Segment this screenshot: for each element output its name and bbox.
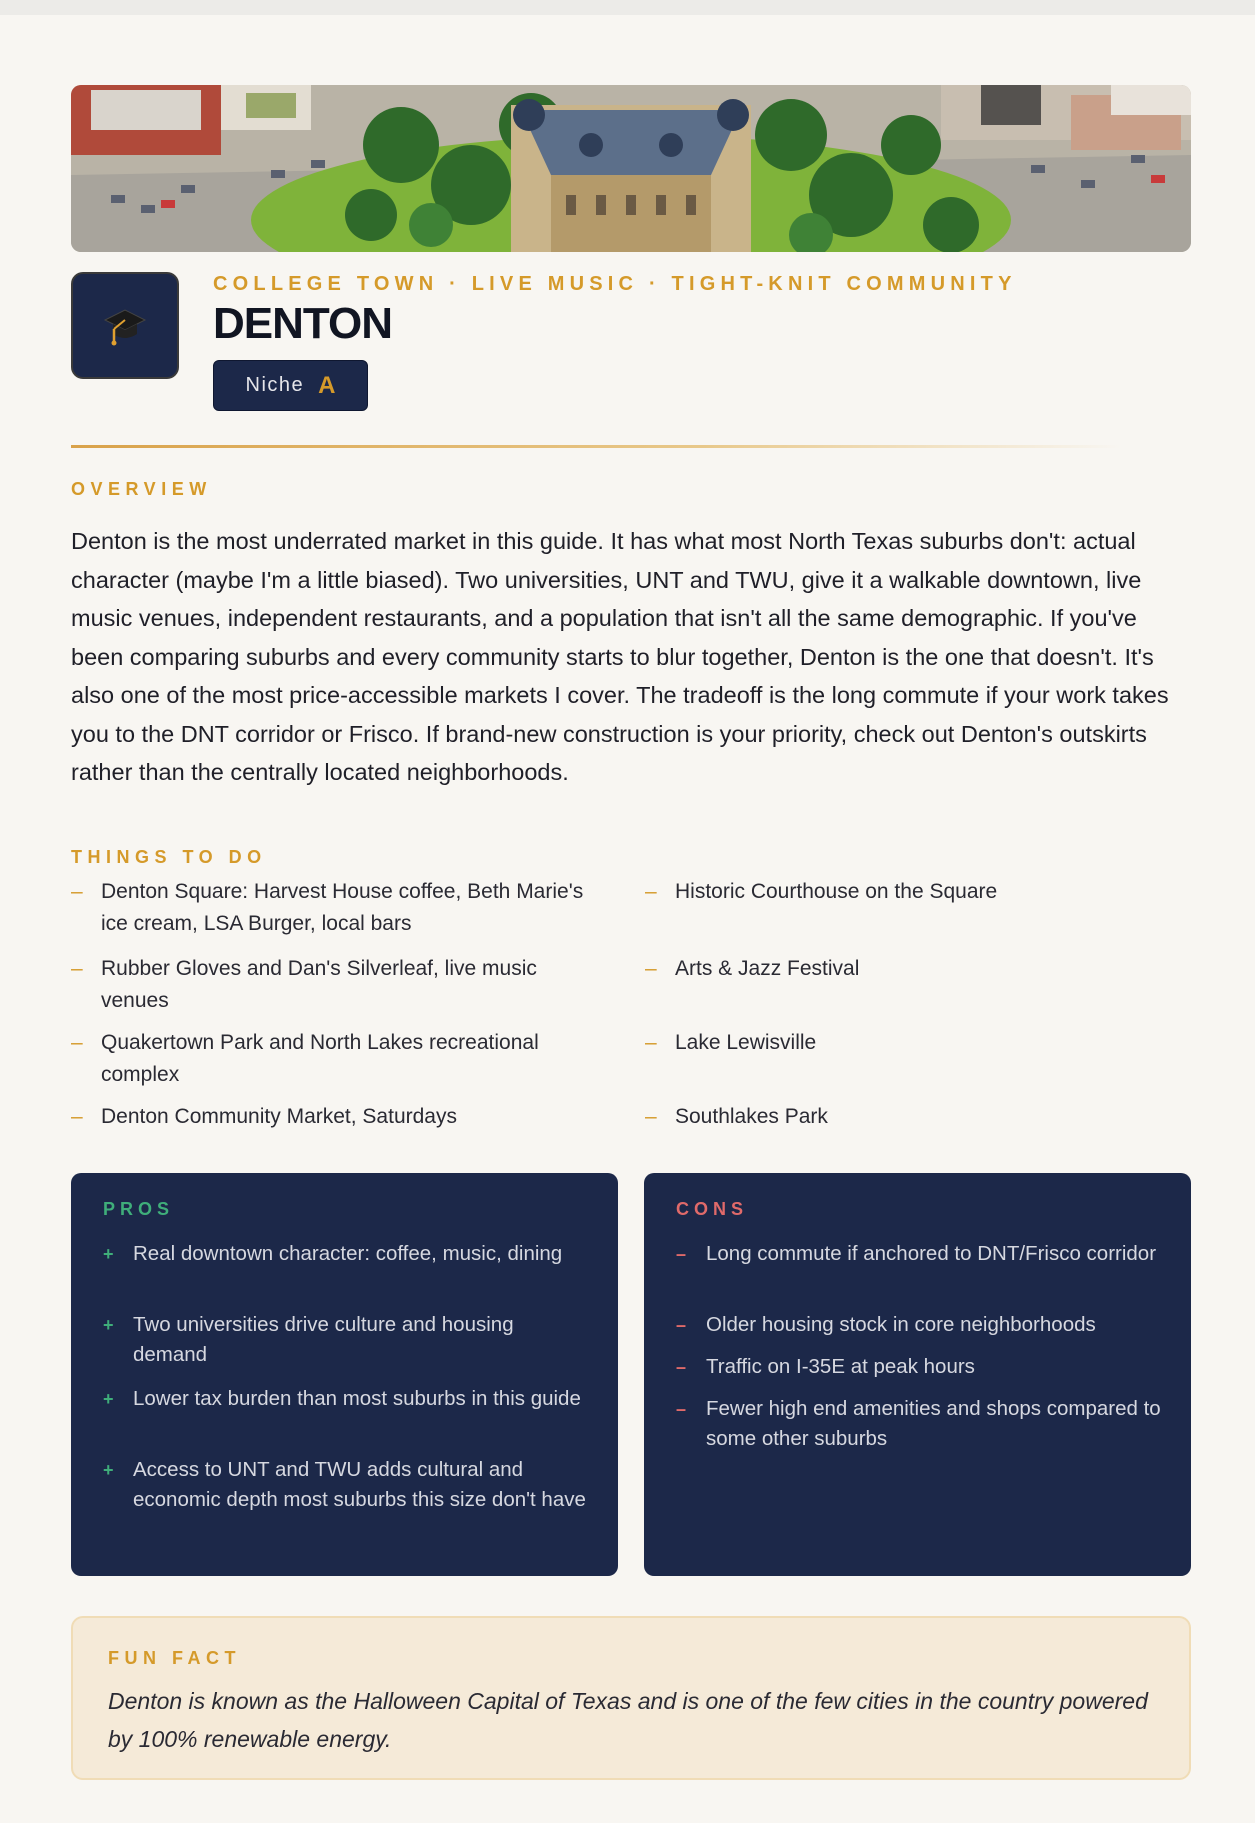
overview-label: OVERVIEW [71, 479, 212, 499]
dash-icon: – [645, 1105, 657, 1128]
dash-icon: – [645, 880, 657, 903]
fun-fact-text: Denton is known as the Halloween Capital of Texas and is one of the few cities in the country powered by 100% renewable energy. [108, 1688, 1148, 1752]
page-title: DENTON [213, 299, 392, 348]
fun-fact-box [71, 1616, 1191, 1780]
niche-label: Niche [245, 374, 305, 396]
divider [71, 445, 1121, 448]
niche-grade-badge [213, 360, 368, 411]
minus-icon: – [676, 1399, 687, 1419]
niche-grade: A [318, 371, 336, 399]
plus-icon: + [103, 1460, 114, 1480]
pros-label: PROS [103, 1199, 175, 1219]
overview-text: Denton is the most underrated market in this guide. It has what most North Texas suburbs don't: actual character (maybe I'm a little biased). Two universities, UNT and TWU, give it a walkable downtown, live music venues, independent restaurants, and a population that isn't all the same demographic. If you've been comparing suburbs and every community starts to blur together, Denton is the one that doesn't. It's also one of the most price-accessible markets I cover. The tradeoff is the long commute if your work takes you to the DNT corridor or Frisco. If brand-new construction is your priority, check out Denton's outskirts rather than the centrally located neighborhoods. [71, 528, 1169, 785]
dash-icon: – [645, 957, 657, 980]
tagline: COLLEGE TOWN · LIVE MUSIC · TIGHT-KNIT COMMUNITY [213, 273, 1017, 295]
minus-icon: – [676, 1357, 687, 1377]
graduation-cap-icon [101, 302, 149, 350]
dash-icon: – [71, 880, 83, 903]
page: COLLEGE TOWN · LIVE MUSIC · TIGHT-KNIT COMMUNITY DENTON Niche A OVERVIEW Denton is the most underrated market in this guide. It has what most North Texas suburbs don't: actual character (maybe I'm a little biased). Two universities, UNT and TWU, give it a walkable downtown, live music venues, independent restaurants, and a population that isn't all the same demographic. If you've been comparing suburbs and every community starts to blur together, Denton is the one that doesn't. It's also one of the most price-accessible markets I cover. The tradeoff is the long commute if your work takes you to the DNT corridor or Frisco. If brand-new construction is your priority, check out Denton's outskirts rather than the centrally located neighborhoods. THINGS TO DO – Denton Square: Harvest House coffee, Beth Marie's ice cream, LSA Burger, local bars – Rubber Gloves and Dan's Silverleaf, live music venues – Quakertown Park and North Lakes recreational complex – Denton Community Market, Saturdays – Historic Courthouse on the Square – Arts & Jazz Festival – Lake Lewisville – Southlakes Park PROS + Real downtown character: coffee, music, dining + Two universities drive culture and housing demand + Lower tax burden than most suburbs in this guide + Access to UNT and TWU adds cultural and economic depth most suburbs this size don't have CONS – Long commute if anchored to DNT/Frisco corridor – Older housing stock in core neighborhoods – Traffic on I-35E at peak hours – Fewer high end amenities and shops compared to some other suburbs FUN FACT Denton is known as the Halloween Capital of Texas and is one of the few cities in the country powered by 100% renewable energy. [0, 15, 1255, 1823]
things-to-do-label: THINGS TO DO [71, 847, 267, 867]
dash-icon: – [71, 1031, 83, 1054]
cons-box: CONS – Long commute if anchored to DNT/Frisco corridor – Older housing stock in core neighborhoods – Traffic on I-35E at peak hours – Fewer high end amenities and shops compared to some other suburbs [644, 1173, 1191, 1576]
courthouse-aerial-photo [71, 85, 1191, 252]
minus-icon: – [676, 1244, 687, 1264]
plus-icon: + [103, 1244, 114, 1264]
dash-icon: – [645, 1031, 657, 1054]
plus-icon: + [103, 1315, 114, 1335]
plus-icon: + [103, 1389, 114, 1409]
dash-icon: – [71, 1105, 83, 1128]
graduation-cap-badge [71, 272, 179, 379]
cons-label: CONS [676, 1199, 749, 1219]
fun-fact-label: FUN FACT [108, 1648, 241, 1668]
minus-icon: – [676, 1315, 687, 1335]
dash-icon: – [71, 957, 83, 980]
hero-image [71, 85, 1191, 252]
pros-box: PROS + Real downtown character: coffee, music, dining + Two universities drive culture and housing demand + Lower tax burden than most suburbs in this guide + Access to UNT and TWU adds cultural and economic depth most suburbs this size don't have [71, 1173, 618, 1576]
